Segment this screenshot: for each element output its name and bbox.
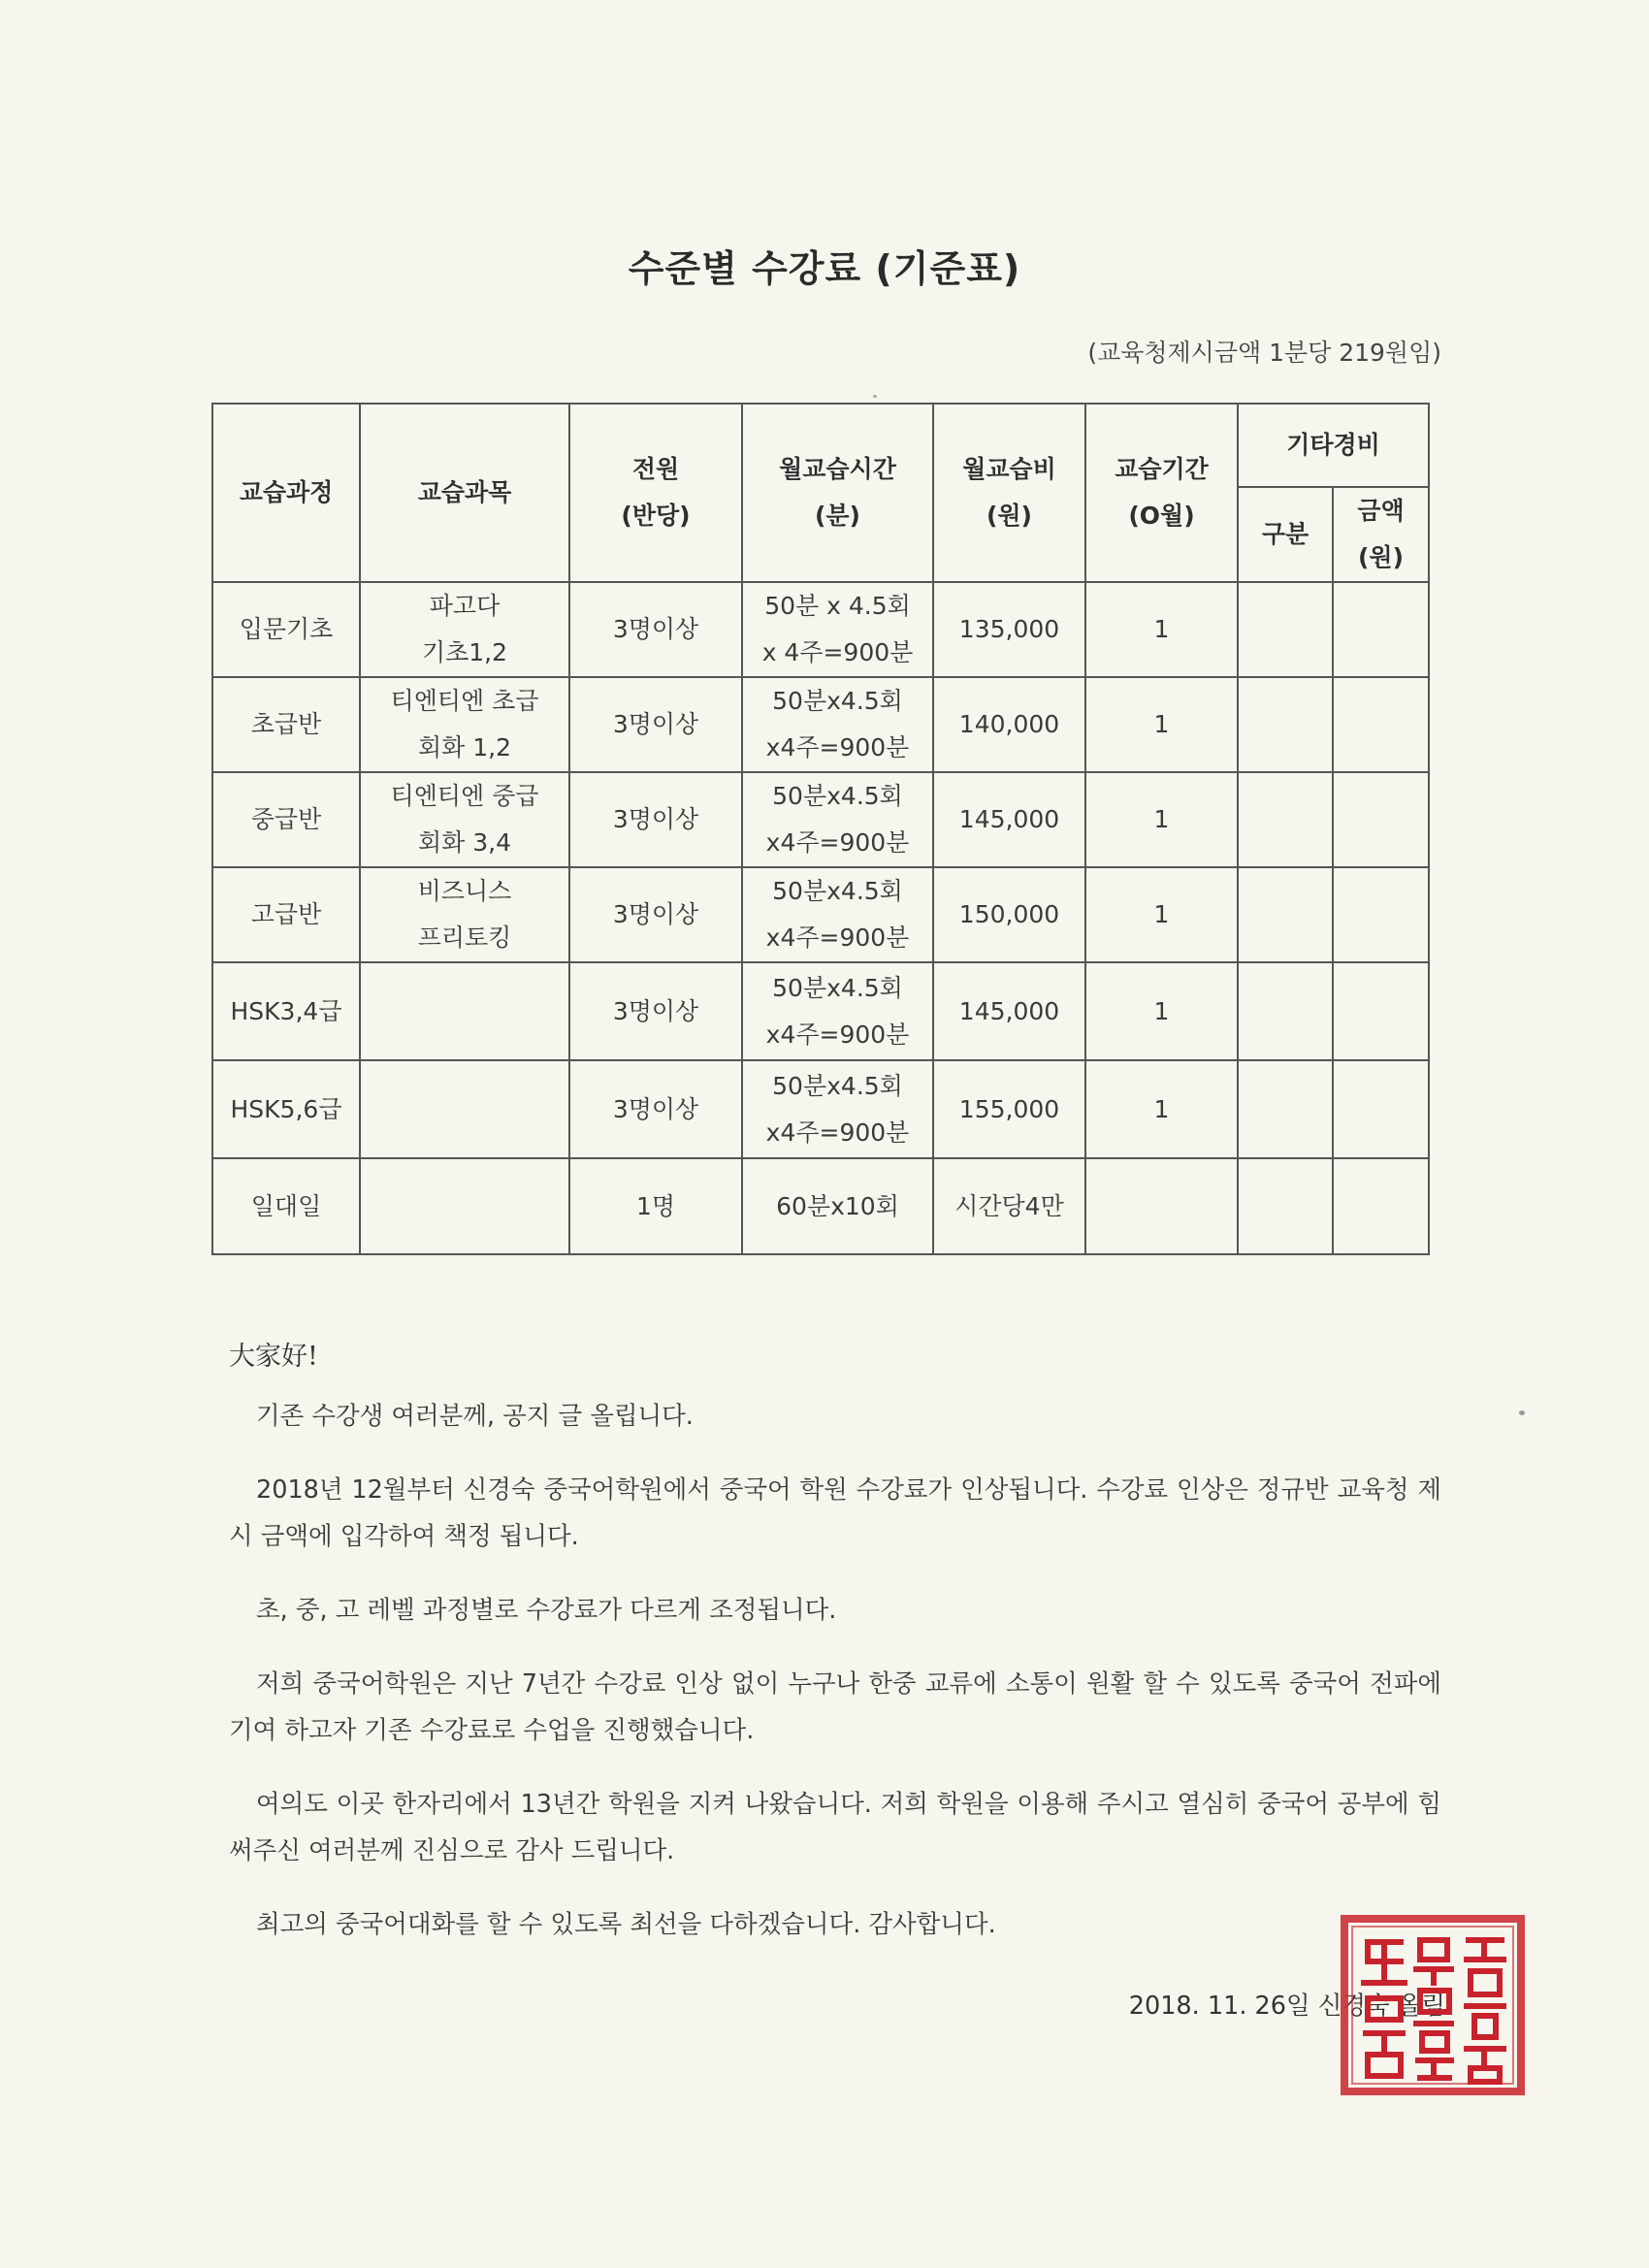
- cell-fee: 155,000: [933, 1060, 1085, 1158]
- table-row: [212, 1158, 1429, 1254]
- header-category: 구분: [1238, 487, 1333, 582]
- cell-course: 고급반: [212, 867, 360, 962]
- signature-line: 2018. 11. 26일 신경숙 올림: [1128, 1992, 1445, 2021]
- fee-table: [211, 403, 1430, 1255]
- scan-speck: [1519, 1410, 1525, 1415]
- header-capacity: 전원 (반당): [569, 404, 742, 582]
- cell-amount: [1333, 867, 1429, 962]
- letter-paragraph: 2018년 12월부터 신경숙 중국어학원에서 중국어 학원 수강료가 인상됩니다. 수강료 인상은 정규반 교육청 제시 금액에 입각하여 책정 됩니다.: [229, 1475, 1441, 1551]
- page-subtitle: (교육청제시금액 1분당 219원임): [1087, 339, 1441, 367]
- cell-time: 50분x4.5회 x4주=900분: [742, 1060, 933, 1158]
- cell-fee: 시간당4만: [933, 1158, 1085, 1254]
- greeting: 大家好!: [229, 1342, 318, 1372]
- cell-amount: [1333, 582, 1429, 677]
- cell-capacity: 3명이상: [569, 582, 742, 677]
- letter-body: [229, 1393, 1441, 1975]
- letter-paragraph: 여의도 이곳 한자리에서 13년간 학원을 지켜 나왔습니다. 저희 학원을 이용해 주시고 열심히 중국어 공부에 힘써주신 여러분께 진심으로 감사 드립니다.: [229, 1790, 1441, 1865]
- cell-time: 50분x4.5회 x4주=900분: [742, 962, 933, 1060]
- cell-category: [1238, 677, 1333, 772]
- cell-course: HSK5,6급: [212, 1060, 360, 1158]
- cell-category: [1238, 867, 1333, 962]
- cell-time: 60분x10회: [742, 1158, 933, 1254]
- cell-period: [1085, 1158, 1238, 1254]
- cell-period: 1: [1085, 962, 1238, 1060]
- header-monthly-time: 월교습시간 (분): [742, 404, 933, 582]
- cell-period: 1: [1085, 1060, 1238, 1158]
- table-row: [212, 867, 1429, 962]
- cell-amount: [1333, 772, 1429, 867]
- letter-paragraph: 저희 중국어학원은 지난 7년간 수강료 인상 없이 누구나 한중 교류에 소통이 원활 할 수 있도록 중국어 전파에 기여 하고자 기존 수강료로 수업을 진행했습니다.: [229, 1669, 1441, 1745]
- letter-paragraph: 초, 중, 고 레벨 과정별로 수강료가 다르게 조정됩니다.: [256, 1596, 837, 1625]
- table-row: [212, 772, 1429, 867]
- cell-period: 1: [1085, 772, 1238, 867]
- cell-subject: 티엔티엔 초급 회화 1,2: [360, 677, 569, 772]
- letter-paragraph: 기존 수강생 여러분께, 공지 글 올립니다.: [256, 1402, 694, 1431]
- cell-fee: 135,000: [933, 582, 1085, 677]
- cell-capacity: 3명이상: [569, 772, 742, 867]
- header-subject: 교습과목: [360, 404, 569, 582]
- cell-subject: [360, 1158, 569, 1254]
- header-period: 교습기간 (O월): [1085, 404, 1238, 582]
- cell-course: 초급반: [212, 677, 360, 772]
- header-monthly-fee: 월교습비 (원): [933, 404, 1085, 582]
- cell-subject: 파고다 기초1,2: [360, 582, 569, 677]
- cell-course: 입문기초: [212, 582, 360, 677]
- cell-course: HSK3,4급: [212, 962, 360, 1060]
- table-row: [212, 1060, 1429, 1158]
- table-row: [212, 677, 1429, 772]
- cell-amount: [1333, 962, 1429, 1060]
- header-other-expenses: 기타경비: [1238, 404, 1429, 487]
- cell-time: 50분x4.5회 x4주=900분: [742, 772, 933, 867]
- cell-amount: [1333, 1060, 1429, 1158]
- scan-speck: [873, 395, 877, 398]
- cell-course: 중급반: [212, 772, 360, 867]
- cell-category: [1238, 772, 1333, 867]
- cell-amount: [1333, 1158, 1429, 1254]
- cell-category: [1238, 1060, 1333, 1158]
- cell-time: 50분 x 4.5회 x 4주=900분: [742, 582, 933, 677]
- cell-subject: 티엔티엔 중급 회화 3,4: [360, 772, 569, 867]
- cell-capacity: 3명이상: [569, 1060, 742, 1158]
- cell-fee: 145,000: [933, 962, 1085, 1060]
- letter-paragraph: 최고의 중국어대화를 할 수 있도록 최선을 다하겠습니다. 감사합니다.: [256, 1910, 996, 1939]
- cell-category: [1238, 1158, 1333, 1254]
- header-course: 교습과정: [212, 404, 360, 582]
- cell-time: 50분x4.5회 x4주=900분: [742, 867, 933, 962]
- cell-capacity: 1명: [569, 1158, 742, 1254]
- table-row: [212, 962, 1429, 1060]
- cell-amount: [1333, 677, 1429, 772]
- red-seal-stamp: [1339, 1913, 1527, 2097]
- cell-fee: 150,000: [933, 867, 1085, 962]
- cell-time: 50분x4.5회 x4주=900분: [742, 677, 933, 772]
- cell-fee: 140,000: [933, 677, 1085, 772]
- cell-subject: [360, 1060, 569, 1158]
- cell-capacity: 3명이상: [569, 962, 742, 1060]
- cell-capacity: 3명이상: [569, 867, 742, 962]
- cell-course: 일대일: [212, 1158, 360, 1254]
- cell-period: 1: [1085, 867, 1238, 962]
- cell-category: [1238, 962, 1333, 1060]
- header-amount: 금액 (원): [1333, 487, 1429, 582]
- cell-capacity: 3명이상: [569, 677, 742, 772]
- page-title: 수준별 수강료 (기준표): [628, 247, 1021, 290]
- cell-subject: 비즈니스 프리토킹: [360, 867, 569, 962]
- table-header-row: [212, 404, 1429, 487]
- cell-subject: [360, 962, 569, 1060]
- cell-period: 1: [1085, 677, 1238, 772]
- cell-period: 1: [1085, 582, 1238, 677]
- cell-fee: 145,000: [933, 772, 1085, 867]
- table-row: [212, 582, 1429, 677]
- cell-category: [1238, 582, 1333, 677]
